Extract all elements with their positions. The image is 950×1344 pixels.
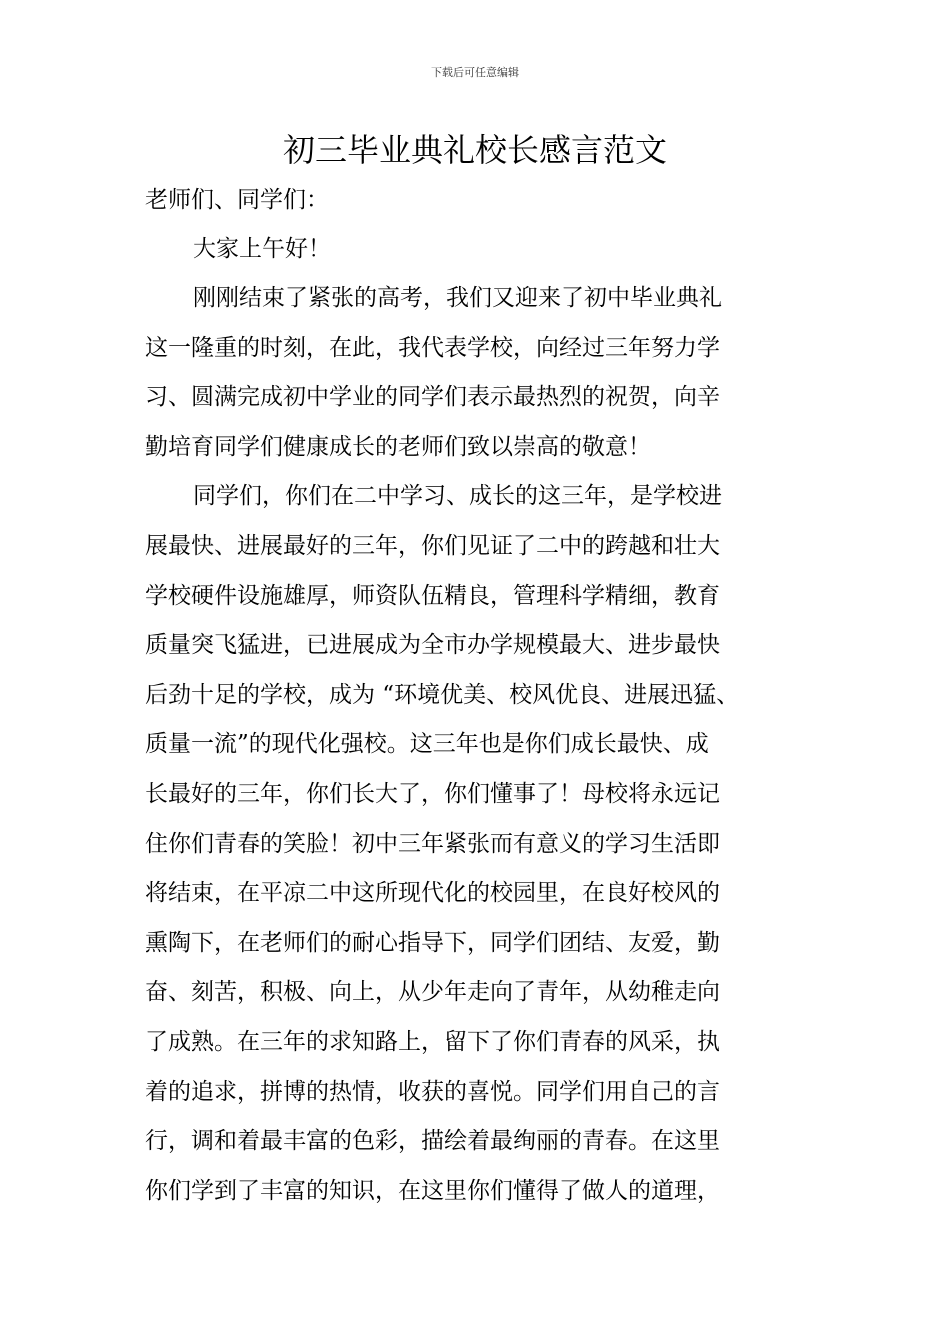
greeting: 大家上午好！ — [193, 236, 331, 262]
document-title: 初三毕业典礼校长感言范文 — [282, 131, 667, 169]
page-header-note: 下载后可任意编辑 — [431, 66, 519, 79]
paragraph-line: 习、圆满完成初中学业的同学们表示最热烈的祝贺，向辛 — [145, 384, 720, 411]
paragraph-line: 奋、刻苦，积极、向上，从少年走向了青年，从幼稚走向 — [145, 979, 720, 1006]
paragraph-line: 你们学到了丰富的知识，在这里你们懂得了做人的道理， — [145, 1177, 720, 1204]
paragraph-line: 住你们青春的笑脸！初中三年紧张而有意义的学习生活即 — [145, 830, 720, 857]
paragraph-line: 这一隆重的时刻，在此，我代表学校，向经过三年努力学 — [145, 334, 720, 361]
paragraph-1 — [145, 274, 810, 472]
document-body — [145, 176, 810, 1216]
paragraph-line: 展最快、进展最好的三年，你们见证了二中的跨越和壮大 — [145, 532, 720, 559]
paragraph-line: 质量一流”的现代化强校。这三年也是你们成长最快、成 — [145, 731, 709, 758]
paragraph-line: 学校硬件设施雄厚，师资队伍精良，管理科学精细，教育 — [145, 582, 720, 609]
paragraph-line: 了成熟。在三年的求知路上，留下了你们青春的风采，执 — [145, 1028, 720, 1055]
paragraph-line: 后劲十足的学校，成为 “环境优美、校风优良、进展迅猛、 — [145, 681, 740, 708]
paragraph-line: 行，调和着最丰富的色彩，描绘着最绚丽的青春。在这里 — [145, 1128, 720, 1155]
paragraph-line: 长最好的三年，你们长大了，你们懂事了！母校将永远记 — [145, 780, 720, 807]
paragraph-line: 熏陶下，在老师们的耐心指导下，同学们团结、友爱，勤 — [145, 929, 720, 956]
paragraph-line: 刚刚结束了紧张的高考，我们又迎来了初中毕业典礼 — [193, 285, 722, 311]
paragraph-line: 将结束，在平凉二中这所现代化的校园里，在良好校风的 — [145, 880, 720, 907]
paragraph-line: 着的追求，拼博的热情，收获的喜悦。同学们用自己的言 — [145, 1078, 720, 1105]
paragraph-line: 同学们，你们在二中学习、成长的这三年，是学校进 — [193, 483, 722, 510]
paragraph-line: 质量突飞猛进，已进展成为全市办学规模最大、进步最快 — [145, 632, 720, 659]
paragraph-2 — [145, 472, 810, 1216]
salutation: 老师们、同学们： — [145, 187, 329, 213]
paragraph-line: 勤培育同学们健康成长的老师们致以崇高的敬意！ — [145, 433, 651, 460]
